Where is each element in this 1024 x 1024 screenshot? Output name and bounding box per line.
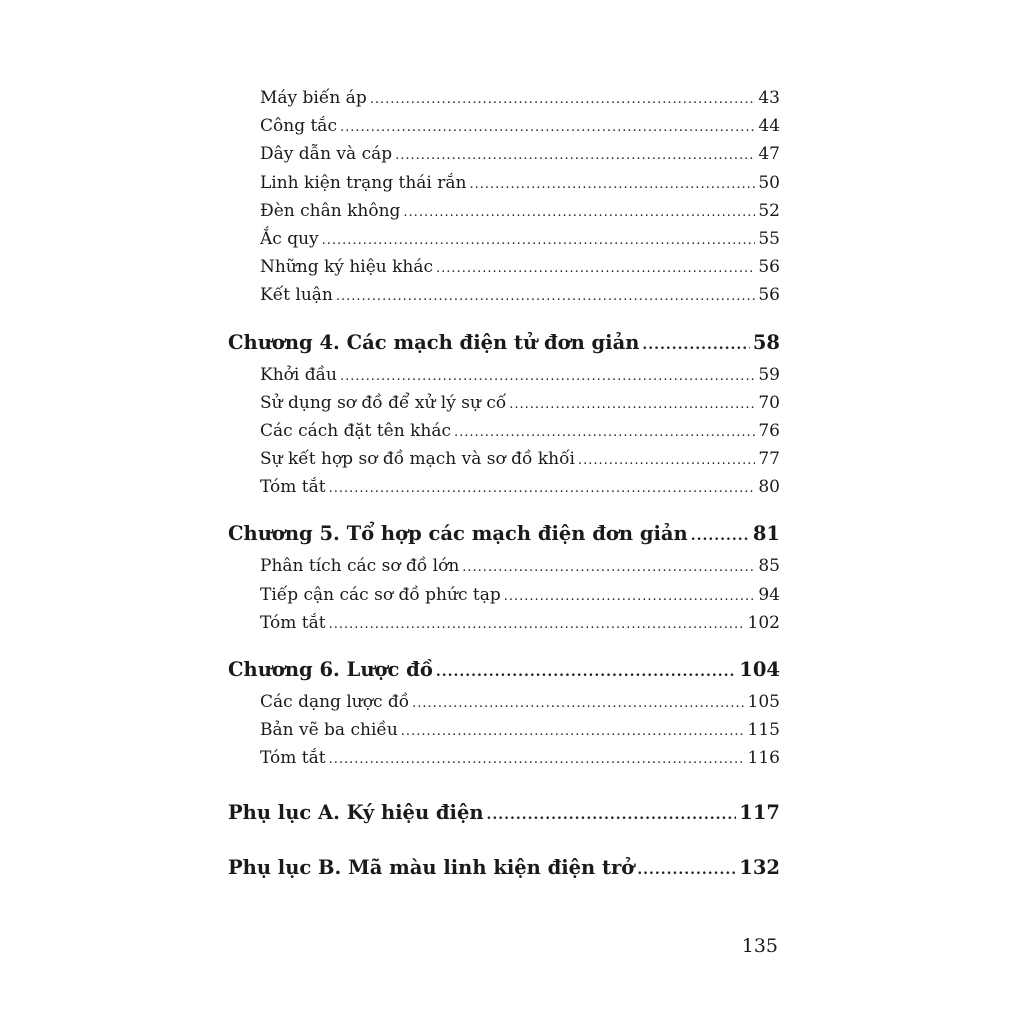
toc-entry [228,169,780,197]
appendix-page: 117 [739,800,780,824]
dot-leader [504,583,756,611]
toc-entry-label: Ắc quy [260,228,319,249]
toc-entry-page: 52 [758,200,780,221]
toc-entry [228,253,780,281]
toc-entry [228,84,780,112]
toc-entry-label: Tóm tắt [260,477,326,498]
dot-leader [578,447,755,475]
toc-entry [228,361,780,389]
appendix-title: Phụ lục A. Ký hiệu điện [228,800,484,824]
chapter-title: Chương 4. Các mạch điện tử đơn giản [228,330,640,354]
dot-leader [395,142,755,170]
toc-entry-label: Các cách đặt tên khác [260,420,452,441]
toc-entry-label: Kết luận [260,285,333,306]
page-number: 135 [741,935,778,957]
chapter-title: Chương 5. Tổ hợp các mạch điện đơn giản [228,522,688,546]
toc-entry [228,389,780,417]
toc-entry [228,112,780,140]
toc-entry-page: 70 [758,392,780,413]
toc-entry-label: Tóm tắt [260,612,326,633]
chapter-title: Chương 6. Lược đồ [228,658,433,681]
dot-leader [469,171,755,199]
dot-leader [487,800,737,830]
dot-leader [642,330,749,360]
dot-leader [322,227,756,255]
toc-entry-page: 80 [758,477,780,498]
toc-entry-page: 76 [758,420,780,441]
toc-entry-page: 105 [747,692,780,712]
chapter-page: 58 [752,330,780,354]
toc-entry [228,281,780,309]
table-of-contents [228,84,780,883]
dot-leader [412,690,744,718]
toc-entry-label: Công tắc [260,116,337,137]
toc-entry-page: 56 [758,257,780,278]
dot-leader [370,86,756,114]
appendix-title: Phụ lục B. Mã màu linh kiện điện trở [228,855,635,879]
chapter-page: 104 [739,658,780,681]
toc-entry-page: 50 [758,172,780,193]
dot-leader [329,475,756,503]
toc-appendix-heading [228,798,780,828]
toc-entry-page: 85 [758,556,780,577]
toc-entry-label: Khởi đầu [260,364,337,385]
toc-entry-label: Phân tích các sơ đồ lớn [260,556,460,577]
toc-entry-label: Tiếp cận các sơ đồ phức tạp [260,584,501,605]
toc-entry [228,445,780,473]
toc-entry-label: Sự kết hợp sơ đồ mạch và sơ đồ khối [260,449,575,470]
dot-leader [401,718,745,746]
toc-entry [228,417,780,445]
dot-leader [329,746,745,774]
toc-entry-page: 44 [758,116,780,137]
toc-entry-label: Bản vẽ ba chiều [260,720,398,741]
appendix-page: 132 [739,855,780,879]
toc-entry-label: Dây dẫn và cáp [260,144,393,165]
dot-leader [336,283,755,311]
toc-entry [228,473,780,501]
dot-leader [509,391,755,419]
toc-entry-label: Linh kiện trạng thái rắn [260,172,467,193]
dot-leader [462,554,755,582]
dot-leader [436,255,755,283]
chapter-page: 81 [752,522,780,546]
toc-entry [228,581,780,609]
toc-entry-page: 77 [758,449,780,470]
toc-entry-label: Sử dụng sơ đồ để xử lý sự cố [260,392,507,413]
toc-entry-label: Những ký hiệu khác [260,257,434,278]
toc-entry [228,688,780,716]
toc-entry-page: 47 [758,144,780,165]
dot-leader [436,657,736,687]
toc-entry-label: Máy biến áp [260,88,367,108]
toc-entry-page: 56 [758,285,780,306]
toc-entry [228,744,780,772]
toc-entry [228,225,780,253]
toc-entry-page: 116 [747,748,780,769]
toc-chapter-heading [228,328,780,358]
dot-leader [340,114,755,142]
toc-chapter-heading [228,519,780,549]
toc-entry-page: 94 [758,584,780,605]
toc-entry-page: 43 [758,88,780,108]
toc-appendix-heading [228,853,780,883]
toc-entry-label: Các dạng lược đồ [260,692,410,712]
dot-leader [691,521,750,551]
toc-entry-page: 102 [747,612,780,633]
toc-entry [228,609,780,637]
dot-leader [454,419,755,447]
dot-leader [329,611,745,639]
toc-chapter-heading [228,655,780,685]
toc-entry-label: Tóm tắt [260,748,326,769]
dot-leader [637,855,736,885]
toc-entry-label: Đèn chân không [260,200,401,221]
toc-entry [228,552,780,580]
toc-entry [228,140,780,168]
toc-entry-page: 115 [747,720,780,741]
toc-entry [228,716,780,744]
dot-leader [403,199,755,227]
toc-entry-page: 55 [758,228,780,249]
dot-leader [340,363,755,391]
toc-entry [228,197,780,225]
toc-entry-page: 59 [758,364,780,385]
